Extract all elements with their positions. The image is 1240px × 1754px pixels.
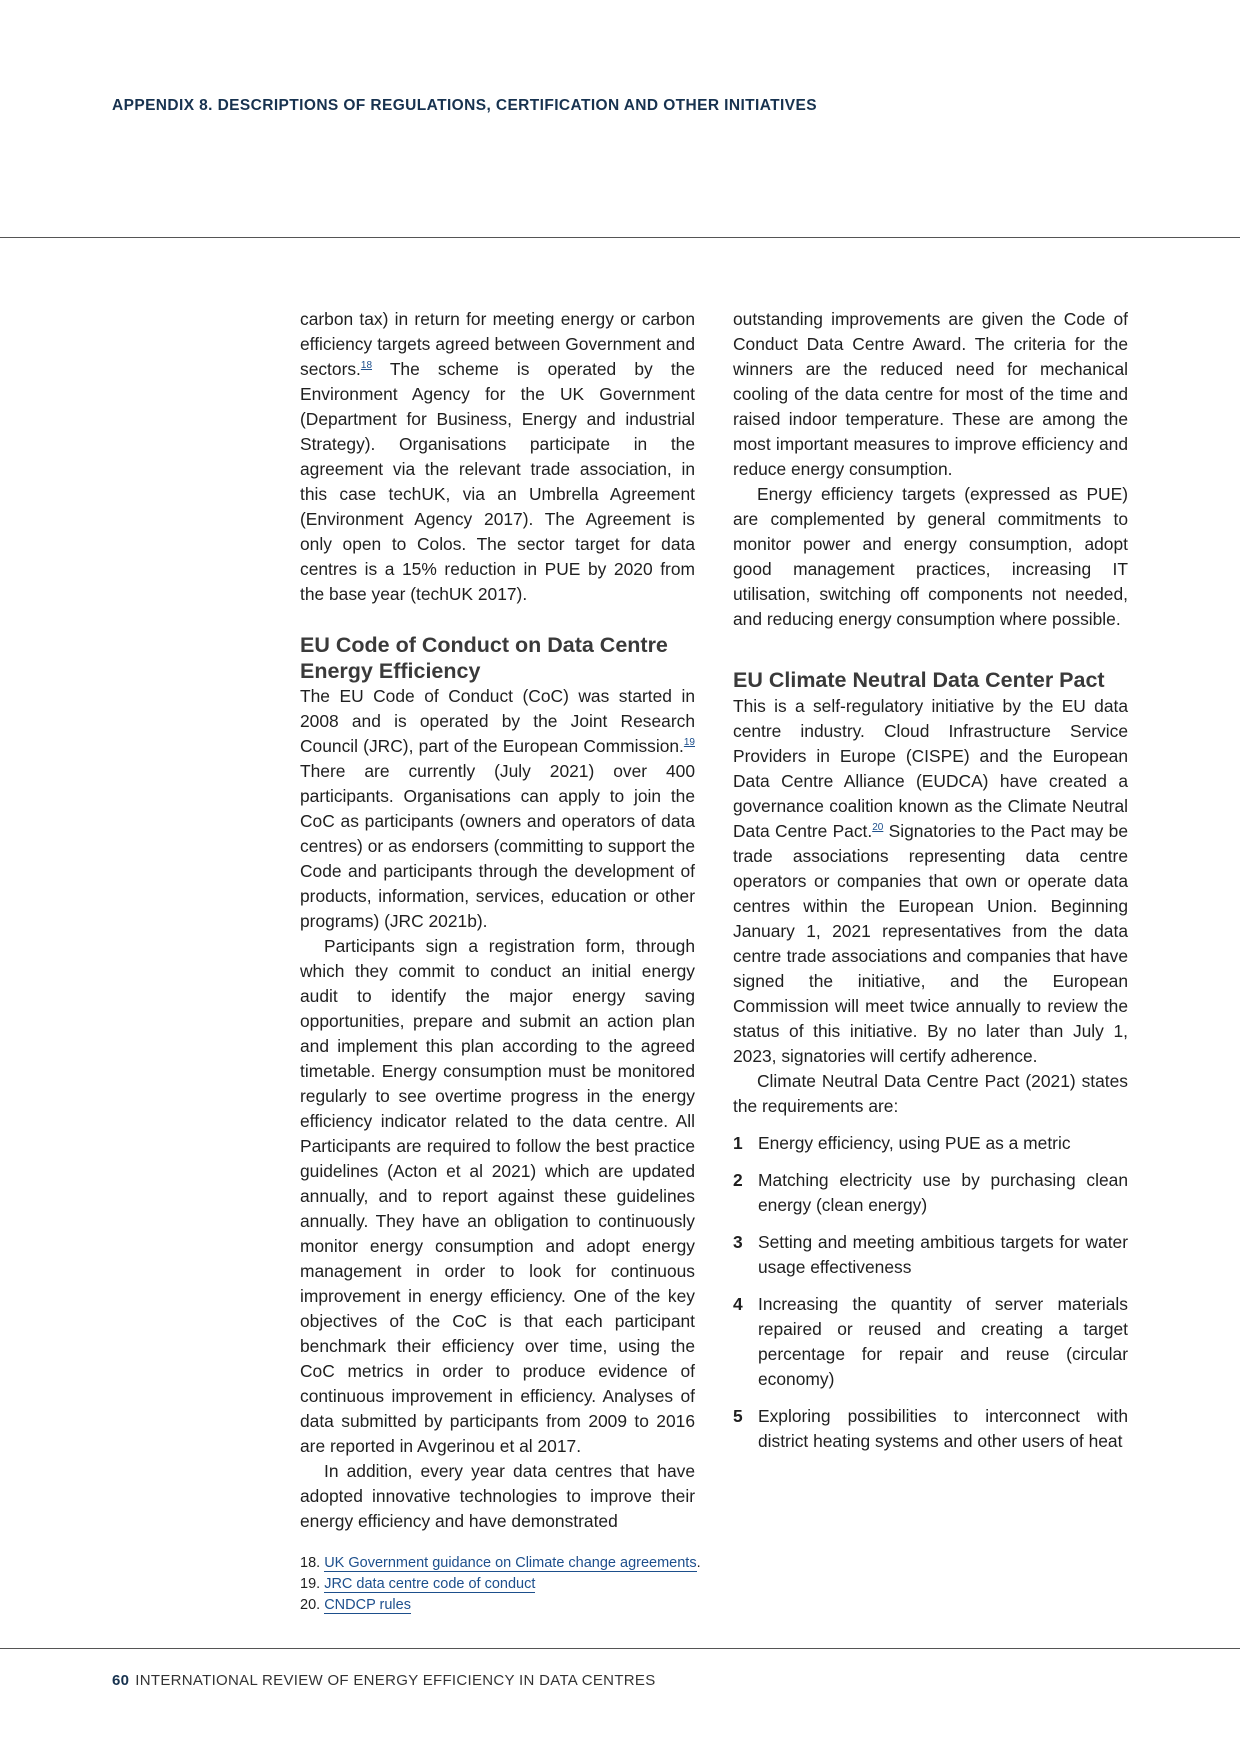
list-number: 3 bbox=[733, 1231, 743, 1252]
page-footer bbox=[112, 1672, 656, 1689]
footnote-ref-19[interactable] bbox=[684, 737, 695, 748]
footnotes bbox=[300, 1553, 701, 1616]
page-number: 60 bbox=[112, 1672, 130, 1689]
paragraph-text: Signatories to the Pact may be trade associations representing data centre operators or companies that own or operate data centres within the European Union. Beginning January 1, 2021 representatives from the data centre trade associations and companies that have signed the initiative, and the European Commission will meet twice annually to review the status of this initiative. By no later than July 1, 2023, signatories will certify adherence. bbox=[733, 820, 1128, 1066]
paragraph-text: This is a self-regulatory initiative by the EU data centre industry. Cloud Infrastructure Service Providers in Europe (CISPE) and the European Data Centre Alliance (EUDCA) have created a governance coalition known as the Climate Neutral Data Centre Pact. bbox=[733, 695, 1128, 841]
header-divider bbox=[0, 237, 1240, 238]
footnote-ref-18[interactable] bbox=[361, 360, 372, 371]
footnote-number: 19. bbox=[300, 1576, 321, 1592]
footnote-trailing-text: . bbox=[696, 1555, 701, 1571]
list-number: 2 bbox=[733, 1169, 743, 1190]
paragraph-coc-intro bbox=[300, 684, 695, 934]
footnote-link-jrc-code-of-conduct[interactable]: JRC data centre code of conduct bbox=[324, 1576, 536, 1592]
list-number: 1 bbox=[733, 1132, 743, 1153]
list-item bbox=[733, 1404, 1128, 1454]
paragraph-requirements-intro: Climate Neutral Data Centre Pact (2021) states the requirements are: bbox=[733, 1070, 1128, 1116]
footnote-ref-link[interactable]: 19 bbox=[683, 737, 695, 749]
requirements-list bbox=[733, 1131, 1128, 1454]
paragraph-targets: Energy efficiency targets (expressed as PUE) are complemented by general commitments to monitor power and energy consumption, adopt good management practices, increasing IT utilisation, switching off components not needed, and reducing energy consumption where possible. bbox=[733, 484, 1128, 629]
footnote-link-climate-change-agreements[interactable]: UK Government guidance on Climate change agreements bbox=[324, 1555, 697, 1571]
publication-title: INTERNATIONAL REVIEW OF ENERGY EFFICIENCY IN DATA CENTRES bbox=[135, 1672, 656, 1689]
paragraph-cndcp-intro bbox=[733, 694, 1128, 1069]
footnote-20 bbox=[300, 1595, 701, 1616]
list-item-text: Exploring possibilities to interconnect with district heating systems and other users of heat bbox=[758, 1405, 1128, 1451]
paragraph-text: There are currently (July 2021) over 400 participants. Organisations can apply to join the CoC as participants (owners and operators of data centres) or as endorsers (committing to support the Code and participants through the development of products, information, services, education or other programs) (JRC 2021b). bbox=[300, 761, 695, 931]
list-item-text: Increasing the quantity of server materials repaired or reused and creating a target percentage for repair and reuse (circular economy) bbox=[758, 1293, 1128, 1389]
list-number: 5 bbox=[733, 1405, 743, 1426]
paragraph-text: The EU Code of Conduct (CoC) was started in 2008 and is operated by the Joint Research Council (JRC), part of the European Commission. bbox=[300, 686, 695, 756]
footnote-ref-link[interactable]: 18 bbox=[360, 360, 373, 372]
list-number: 4 bbox=[733, 1293, 743, 1314]
footnote-number: 18. bbox=[300, 1555, 321, 1571]
paragraph-awards-start: In addition, every year data centres that have adopted innovative technologies to improve their energy efficiency and have demonstrated bbox=[300, 1461, 695, 1531]
paragraph-cca-scheme bbox=[300, 307, 695, 607]
footnote-19 bbox=[300, 1574, 701, 1595]
list-item bbox=[733, 1230, 1128, 1280]
list-item-text: Setting and meeting ambitious targets for water usage effectiveness bbox=[758, 1231, 1128, 1277]
footnote-ref-link[interactable]: 20 bbox=[872, 821, 884, 833]
right-column bbox=[733, 307, 1128, 1466]
section-heading-cndcp: EU Climate Neutral Data Center Pact bbox=[733, 668, 1105, 692]
list-item-text: Matching electricity use by purchasing clean energy (clean energy) bbox=[758, 1169, 1128, 1215]
footnote-link-cndcp-rules[interactable]: CNDCP rules bbox=[324, 1597, 411, 1613]
running-header: APPENDIX 8. DESCRIPTIONS OF REGULATIONS, CERTIFICATION AND OTHER INITIATIVES bbox=[112, 97, 817, 114]
paragraph-text: The scheme is operated by the Environment Agency for the UK Government (Department for Business, Energy and industrial Strategy). Organisations participate in the agreement via the relevant trade association, in this case techUK, via an Umbrella Agreement (Environment Agency 2017). The Agreement is only open to Colos. The sector target for data centres is a 15% reduction in PUE by 2020 from the base year (techUK 2017). bbox=[300, 359, 695, 604]
paragraph-participants: Participants sign a registration form, through which they commit to conduct an initial energy audit to identify the major energy saving opportunities, prepare and submit an action plan and implement this plan according to the agreed timetable. Energy consumption must be monitored regularly to see overtime progress in the energy efficiency indicator related to the data centre. All Participants are required to follow the best practice guidelines (Acton et al 2021) which are updated annually, and to report against these guidelines annually. They have an obligation to continuously monitor energy consumption and adopt energy management in order to look for continuous improvement in energy efficiency. One of the key objectives of the CoC is that each participant benchmark their efficiency over time, using the CoC metrics in order to produce evidence of continuous improvement in efficiency. Analyses of data submitted by participants from 2009 to 2016 are reported in Avgerinou et al 2017. bbox=[300, 936, 695, 1456]
list-item-text: Energy efficiency, using PUE as a metric bbox=[758, 1132, 1071, 1153]
paragraph-awards-end: outstanding improvements are given the Code of Conduct Data Centre Award. The criteria for the winners are the reduced need for mechanical cooling of the data centre for most of the time and raised indoor temperature. These are among the most important measures to improve efficiency and reduce energy consumption. bbox=[733, 309, 1128, 479]
list-item bbox=[733, 1131, 1128, 1156]
list-item bbox=[733, 1168, 1128, 1218]
left-column bbox=[300, 307, 695, 1534]
footnote-ref-20[interactable] bbox=[872, 822, 883, 833]
paragraph-text: carbon tax) in return for meeting energy or carbon efficiency targets agreed between Government and sectors. bbox=[300, 309, 695, 379]
footnote-number: 20. bbox=[300, 1597, 321, 1613]
footnote-18 bbox=[300, 1553, 701, 1574]
section-heading-eu-coc: EU Code of Conduct on Data Centre Energy Efficiency bbox=[300, 633, 668, 683]
list-item bbox=[733, 1292, 1128, 1392]
footer-divider bbox=[0, 1648, 1240, 1649]
